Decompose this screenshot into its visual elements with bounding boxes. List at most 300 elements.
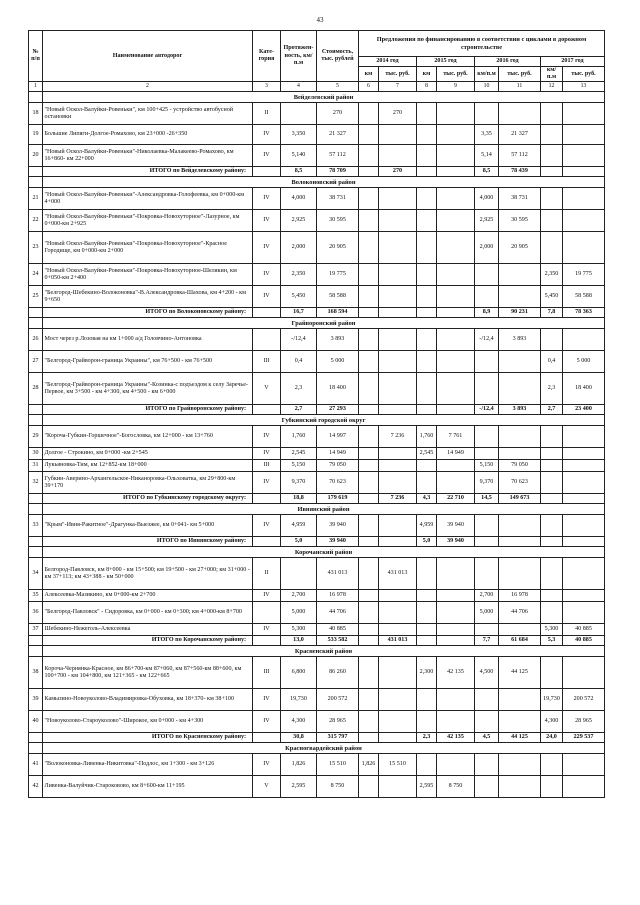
- total-value: [475, 537, 499, 547]
- road-length: 9,370: [281, 472, 317, 494]
- total-label: ИТОГО по Ивнянскому району:: [43, 537, 253, 547]
- financing-value: [417, 188, 437, 210]
- total-spacer: [29, 405, 43, 415]
- section-spacer: [29, 743, 43, 754]
- road-name: "Волоконовка-Ливенка-Никитовка"-Подлос, км 1+300 - км 3+126: [43, 754, 253, 776]
- row-number: 18: [29, 103, 43, 125]
- financing-value: [359, 448, 379, 460]
- financing-value: [499, 711, 541, 733]
- financing-value: [437, 188, 475, 210]
- financing-value: [499, 689, 541, 711]
- financing-value: [379, 329, 417, 351]
- total-value: [379, 308, 417, 318]
- total-value: 229 537: [563, 733, 605, 743]
- financing-value: [563, 210, 605, 232]
- total-spacer: [29, 167, 43, 177]
- financing-value: 14 949: [437, 448, 475, 460]
- financing-value: [379, 125, 417, 145]
- road-name: "Крым"-Ивня-Ракитное"-Драгунка-Выезжее, км 0+041- км 5+000: [43, 515, 253, 537]
- financing-value: [541, 776, 563, 798]
- page-number: 43: [316, 16, 324, 24]
- district-section-row: [29, 318, 605, 329]
- total-value: [541, 537, 563, 547]
- total-label: ИТОГО по Корочанскому району:: [43, 636, 253, 646]
- road-name: Ливенка-Валуйчик-Староковово, км 8+600-км 11+195: [43, 776, 253, 798]
- section-spacer: [29, 646, 43, 657]
- financing-value: [379, 711, 417, 733]
- financing-value: 2,300: [417, 657, 437, 689]
- financing-value: [359, 657, 379, 689]
- financing-value: [379, 210, 417, 232]
- financing-value: [437, 286, 475, 308]
- district-section-row: [29, 504, 605, 515]
- header-km-pm: км/п.м: [475, 67, 499, 82]
- financing-value: [475, 286, 499, 308]
- financing-value: [475, 426, 499, 448]
- column-number: 5: [317, 82, 359, 92]
- row-number: 25: [29, 286, 43, 308]
- financing-value: [563, 329, 605, 351]
- financing-value: [475, 689, 499, 711]
- financing-value: [541, 232, 563, 264]
- header-rub: тыс. руб.: [437, 67, 475, 82]
- financing-value: [541, 472, 563, 494]
- column-number: 12: [541, 82, 563, 92]
- row-number: 19: [29, 125, 43, 145]
- column-number: 11: [499, 82, 541, 92]
- road-name: "Белгород-Грайворон-граница Украины", км 76+500 - км 76+500: [43, 351, 253, 373]
- financing-value: [541, 460, 563, 472]
- total-value: 4,5: [475, 733, 499, 743]
- financing-value: [437, 460, 475, 472]
- table-row: [29, 472, 605, 494]
- total-cost: 39 940: [317, 537, 359, 547]
- row-number: 35: [29, 590, 43, 602]
- row-number: 38: [29, 657, 43, 689]
- financing-value: [437, 624, 475, 636]
- row-number: 28: [29, 373, 43, 405]
- header-num: № п/п: [29, 31, 43, 82]
- total-spacer: [29, 733, 43, 743]
- total-label: ИТОГО по Губкинскому городскому округу:: [43, 494, 253, 504]
- section-spacer: [29, 415, 43, 426]
- road-cost: 20 905: [317, 232, 359, 264]
- financing-value: [417, 351, 437, 373]
- total-value: 23 400: [563, 405, 605, 415]
- row-number: 29: [29, 426, 43, 448]
- row-number: 32: [29, 472, 43, 494]
- table-row: [29, 689, 605, 711]
- financing-value: [563, 145, 605, 167]
- financing-value: [475, 373, 499, 405]
- row-number: 42: [29, 776, 43, 798]
- financing-value: [417, 460, 437, 472]
- road-category: III: [253, 657, 281, 689]
- header-length: Протяжен- ность, км/п.м: [281, 31, 317, 82]
- road-category: II: [253, 103, 281, 125]
- road-cost: 44 706: [317, 602, 359, 624]
- total-value: 8,5: [475, 167, 499, 177]
- financing-value: [417, 210, 437, 232]
- column-number: 2: [43, 82, 253, 92]
- financing-value: [541, 602, 563, 624]
- road-length: 2,000: [281, 232, 317, 264]
- financing-value: [379, 286, 417, 308]
- total-value: 90 231: [499, 308, 541, 318]
- district-section-row: [29, 743, 605, 754]
- financing-value: 2,595: [417, 776, 437, 798]
- financing-value: [359, 103, 379, 125]
- financing-value: 57 112: [499, 145, 541, 167]
- financing-value: [379, 232, 417, 264]
- total-value: [417, 167, 437, 177]
- district-section-row: [29, 547, 605, 558]
- financing-value: 5 000: [563, 351, 605, 373]
- total-value: 22 710: [437, 494, 475, 504]
- table-header: [29, 31, 605, 82]
- table-row: [29, 711, 605, 733]
- total-value: [417, 636, 437, 646]
- road-cost: 28 965: [317, 711, 359, 733]
- row-number: 26: [29, 329, 43, 351]
- financing-value: 4,500: [475, 657, 499, 689]
- financing-value: 3,35: [475, 125, 499, 145]
- financing-value: [563, 125, 605, 145]
- district-title: Губкинский городской округ: [43, 415, 605, 426]
- financing-value: [563, 460, 605, 472]
- district-title: Корочанский район: [43, 547, 605, 558]
- road-length: 2,3: [281, 373, 317, 405]
- total-value: [563, 537, 605, 547]
- row-number: 39: [29, 689, 43, 711]
- road-length: 5,140: [281, 145, 317, 167]
- financing-value: [475, 776, 499, 798]
- table-row: [29, 351, 605, 373]
- row-number: 40: [29, 711, 43, 733]
- road-category: II: [253, 558, 281, 590]
- header-rub: тыс. руб.: [563, 67, 605, 82]
- financing-value: 7 236: [379, 426, 417, 448]
- financing-value: [499, 558, 541, 590]
- total-category: [253, 405, 281, 415]
- financing-value: [359, 515, 379, 537]
- district-title: Вейделевский район: [43, 92, 605, 103]
- financing-value: [417, 264, 437, 286]
- total-label: ИТОГО по Грайворонскому району:: [43, 405, 253, 415]
- table-row: [29, 125, 605, 145]
- total-value: [437, 167, 475, 177]
- road-name: "Новоуколово-Староуколово"-Широкое, км 0+000 - км 4+300: [43, 711, 253, 733]
- financing-value: 200 572: [563, 689, 605, 711]
- financing-value: [379, 448, 417, 460]
- financing-value: [475, 103, 499, 125]
- financing-value: [563, 448, 605, 460]
- financing-value: [359, 232, 379, 264]
- road-name: Губкин-Аверино-Архангельское-Никаноровка-Ольховатка, км 29+800-км 39+170: [43, 472, 253, 494]
- financing-value: 15 510: [379, 754, 417, 776]
- total-spacer: [29, 537, 43, 547]
- financing-value: [379, 188, 417, 210]
- financing-value: [379, 590, 417, 602]
- total-length: 18,8: [281, 494, 317, 504]
- road-category: IV: [253, 689, 281, 711]
- section-spacer: [29, 177, 43, 188]
- financing-value: 8 750: [437, 776, 475, 798]
- table-row: [29, 558, 605, 590]
- section-spacer: [29, 92, 43, 103]
- table-row: [29, 657, 605, 689]
- road-cost: 79 050: [317, 460, 359, 472]
- financing-value: 2,545: [417, 448, 437, 460]
- table-body: [29, 82, 605, 798]
- total-cost: 78 709: [317, 167, 359, 177]
- financing-value: 7 761: [437, 426, 475, 448]
- header-km-pm: км/п.м: [541, 67, 563, 82]
- financing-value: 2,3: [541, 373, 563, 405]
- total-value: 431 013: [379, 636, 417, 646]
- total-value: 44 125: [499, 733, 541, 743]
- district-section-row: [29, 415, 605, 426]
- financing-value: [437, 373, 475, 405]
- financing-value: 79 050: [499, 460, 541, 472]
- financing-value: [437, 472, 475, 494]
- total-cost: 27 293: [317, 405, 359, 415]
- row-number: 30: [29, 448, 43, 460]
- financing-value: [499, 351, 541, 373]
- financing-value: [541, 448, 563, 460]
- financing-value: [437, 558, 475, 590]
- table-row: [29, 754, 605, 776]
- financing-value: 38 731: [499, 188, 541, 210]
- financing-value: [417, 754, 437, 776]
- row-number: 34: [29, 558, 43, 590]
- road-cost: 14 997: [317, 426, 359, 448]
- road-length: 5,000: [281, 602, 317, 624]
- road-cost: 70 623: [317, 472, 359, 494]
- financing-value: [359, 286, 379, 308]
- road-category: IV: [253, 232, 281, 264]
- table-row: [29, 286, 605, 308]
- total-cost: 533 582: [317, 636, 359, 646]
- row-number: 36: [29, 602, 43, 624]
- total-value: 270: [379, 167, 417, 177]
- table-row: [29, 426, 605, 448]
- road-cost: 38 731: [317, 188, 359, 210]
- financing-value: 9,370: [475, 472, 499, 494]
- road-name: "Белгород-Павловск" - Сидоровка, км 0+000 - км 0+300; км 4+000-км 8+700: [43, 602, 253, 624]
- road-length: [281, 103, 317, 125]
- road-name: "Короча-Губкин-Горшечное"-Богословка, км 12+000 - км 13+760: [43, 426, 253, 448]
- road-cost: 8 750: [317, 776, 359, 798]
- total-value: 7 236: [379, 494, 417, 504]
- financing-value: [437, 145, 475, 167]
- total-value: [379, 405, 417, 415]
- financing-value: 16 978: [499, 590, 541, 602]
- road-length: 5,450: [281, 286, 317, 308]
- road-name: "Новый Оскол-Валуйки-Ровеньки", км 100+425 - устройство автобусной остановки: [43, 103, 253, 125]
- financing-value: [359, 210, 379, 232]
- column-number: 6: [359, 82, 379, 92]
- section-spacer: [29, 504, 43, 515]
- road-length: 2,595: [281, 776, 317, 798]
- financing-value: [563, 776, 605, 798]
- total-value: [499, 537, 541, 547]
- table-row: [29, 329, 605, 351]
- road-name: Большие Липяги-Долгое-Ромахово, км 23+000 -26+350: [43, 125, 253, 145]
- section-spacer: [29, 547, 43, 558]
- road-category: IV: [253, 210, 281, 232]
- road-category: [253, 329, 281, 351]
- road-name: "Новый Оскол-Валуйки-Ровеньки"-Покровка-Новохуторное"-Лазурное, км 0+000-км 2+925: [43, 210, 253, 232]
- financing-value: 4,000: [475, 188, 499, 210]
- road-cost: 16 978: [317, 590, 359, 602]
- financing-value: [417, 689, 437, 711]
- financing-value: [437, 602, 475, 624]
- road-cost: 39 940: [317, 515, 359, 537]
- financing-value: 20 905: [499, 232, 541, 264]
- total-value: [359, 494, 379, 504]
- financing-value: [359, 602, 379, 624]
- road-cost: 270: [317, 103, 359, 125]
- financing-value: [437, 351, 475, 373]
- financing-value: [499, 264, 541, 286]
- financing-value: [541, 558, 563, 590]
- row-number: 20: [29, 145, 43, 167]
- financing-value: 5,300: [541, 624, 563, 636]
- financing-value: 1,826: [359, 754, 379, 776]
- road-cost: 21 327: [317, 125, 359, 145]
- financing-value: [541, 103, 563, 125]
- column-number: 7: [379, 82, 417, 92]
- total-value: [417, 405, 437, 415]
- financing-value: [379, 602, 417, 624]
- road-length: 3,350: [281, 125, 317, 145]
- table-row: [29, 602, 605, 624]
- total-value: [359, 636, 379, 646]
- total-value: 7,7: [475, 636, 499, 646]
- financing-value: [417, 558, 437, 590]
- total-value: 78 363: [563, 308, 605, 318]
- road-length: 2,925: [281, 210, 317, 232]
- road-name: "Новый Оскол-Валуйки-Ровеньки"-Покровка-Новохуторное-Шелякин, км 0+050-км 2+400: [43, 264, 253, 286]
- total-cost: 179 619: [317, 494, 359, 504]
- financing-value: [359, 329, 379, 351]
- district-total-row: [29, 537, 605, 547]
- financing-value: [417, 329, 437, 351]
- total-spacer: [29, 494, 43, 504]
- financing-value: [541, 590, 563, 602]
- financing-value: 431 013: [379, 558, 417, 590]
- financing-value: 18 400: [563, 373, 605, 405]
- district-total-row: [29, 308, 605, 318]
- financing-value: 40 885: [563, 624, 605, 636]
- financing-value: [417, 232, 437, 264]
- financing-value: 19 775: [563, 264, 605, 286]
- financing-value: 4,300: [541, 711, 563, 733]
- road-cost: 86 260: [317, 657, 359, 689]
- district-total-row: [29, 733, 605, 743]
- financing-value: [359, 689, 379, 711]
- road-cost: 431 013: [317, 558, 359, 590]
- total-value: [359, 308, 379, 318]
- total-value: [359, 733, 379, 743]
- financing-value: [437, 103, 475, 125]
- financing-value: [437, 232, 475, 264]
- road-name: Короча-Чернянка-Красное, км 86+700-км 87+060, км 87+560-км 88+600, км 100+700 - км 104+800, км 121+365 - км 122+665: [43, 657, 253, 689]
- district-section-row: [29, 646, 605, 657]
- header-category: Кате- гория: [253, 31, 281, 82]
- road-length: 5,150: [281, 460, 317, 472]
- financing-value: [379, 264, 417, 286]
- district-title: Грайворонский район: [43, 318, 605, 329]
- header-rub: тыс. руб.: [379, 67, 417, 82]
- financing-value: [437, 689, 475, 711]
- road-name: Камызино-Новоуколово-Владимировка-Обуховка, км 18+370- км 38+100: [43, 689, 253, 711]
- financing-value: [563, 657, 605, 689]
- total-cost: 168 594: [317, 308, 359, 318]
- road-category: IV: [253, 145, 281, 167]
- financing-value: [499, 103, 541, 125]
- financing-value: [563, 590, 605, 602]
- header-year-2016: 2016 год: [475, 57, 541, 67]
- road-length: 0,4: [281, 351, 317, 373]
- road-name: Белгород-Павловск, км 8+000 - км 15+500; км 19+500 - км 27+000; км 31+000 - км 37+113; км 43+388 - км 50+000: [43, 558, 253, 590]
- district-title: Красненский район: [43, 646, 605, 657]
- total-value: 5,0: [417, 537, 437, 547]
- table-row: [29, 460, 605, 472]
- row-number: 22: [29, 210, 43, 232]
- financing-value: [541, 210, 563, 232]
- financing-value: 42 135: [437, 657, 475, 689]
- financing-value: 19,730: [541, 689, 563, 711]
- financing-value: [499, 624, 541, 636]
- row-number: 37: [29, 624, 43, 636]
- table-row: [29, 232, 605, 264]
- total-length: 16,7: [281, 308, 317, 318]
- financing-value: 58 588: [563, 286, 605, 308]
- financing-value: [437, 754, 475, 776]
- financing-value: [379, 472, 417, 494]
- financing-value: [541, 754, 563, 776]
- financing-value: [359, 711, 379, 733]
- financing-value: 30 595: [499, 210, 541, 232]
- total-value: 7,8: [541, 308, 563, 318]
- financing-value: 4,959: [417, 515, 437, 537]
- road-category: IV: [253, 624, 281, 636]
- road-category: IV: [253, 264, 281, 286]
- district-section-row: [29, 177, 605, 188]
- table-row: [29, 448, 605, 460]
- financing-value: [359, 145, 379, 167]
- road-cost: 18 400: [317, 373, 359, 405]
- road-category: IV: [253, 426, 281, 448]
- district-total-row: [29, 494, 605, 504]
- row-number: 23: [29, 232, 43, 264]
- road-length: [281, 558, 317, 590]
- total-length: 5,0: [281, 537, 317, 547]
- financing-value: [417, 103, 437, 125]
- financing-value: [359, 373, 379, 405]
- total-value: 4,3: [417, 494, 437, 504]
- column-number: 13: [563, 82, 605, 92]
- road-cost: 40 885: [317, 624, 359, 636]
- road-length: 2,545: [281, 448, 317, 460]
- road-name: Шебекино-Нежеголь-Алексеевка: [43, 624, 253, 636]
- total-value: 42 135: [437, 733, 475, 743]
- financing-value: [437, 329, 475, 351]
- financing-value: [541, 426, 563, 448]
- road-name: "Белгород-Грайворон-граница Украины"-Козинка-с подъездом к селу Заречье-Первое, км 3+500 - км 4+300, км 4+500 - км 6+000: [43, 373, 253, 405]
